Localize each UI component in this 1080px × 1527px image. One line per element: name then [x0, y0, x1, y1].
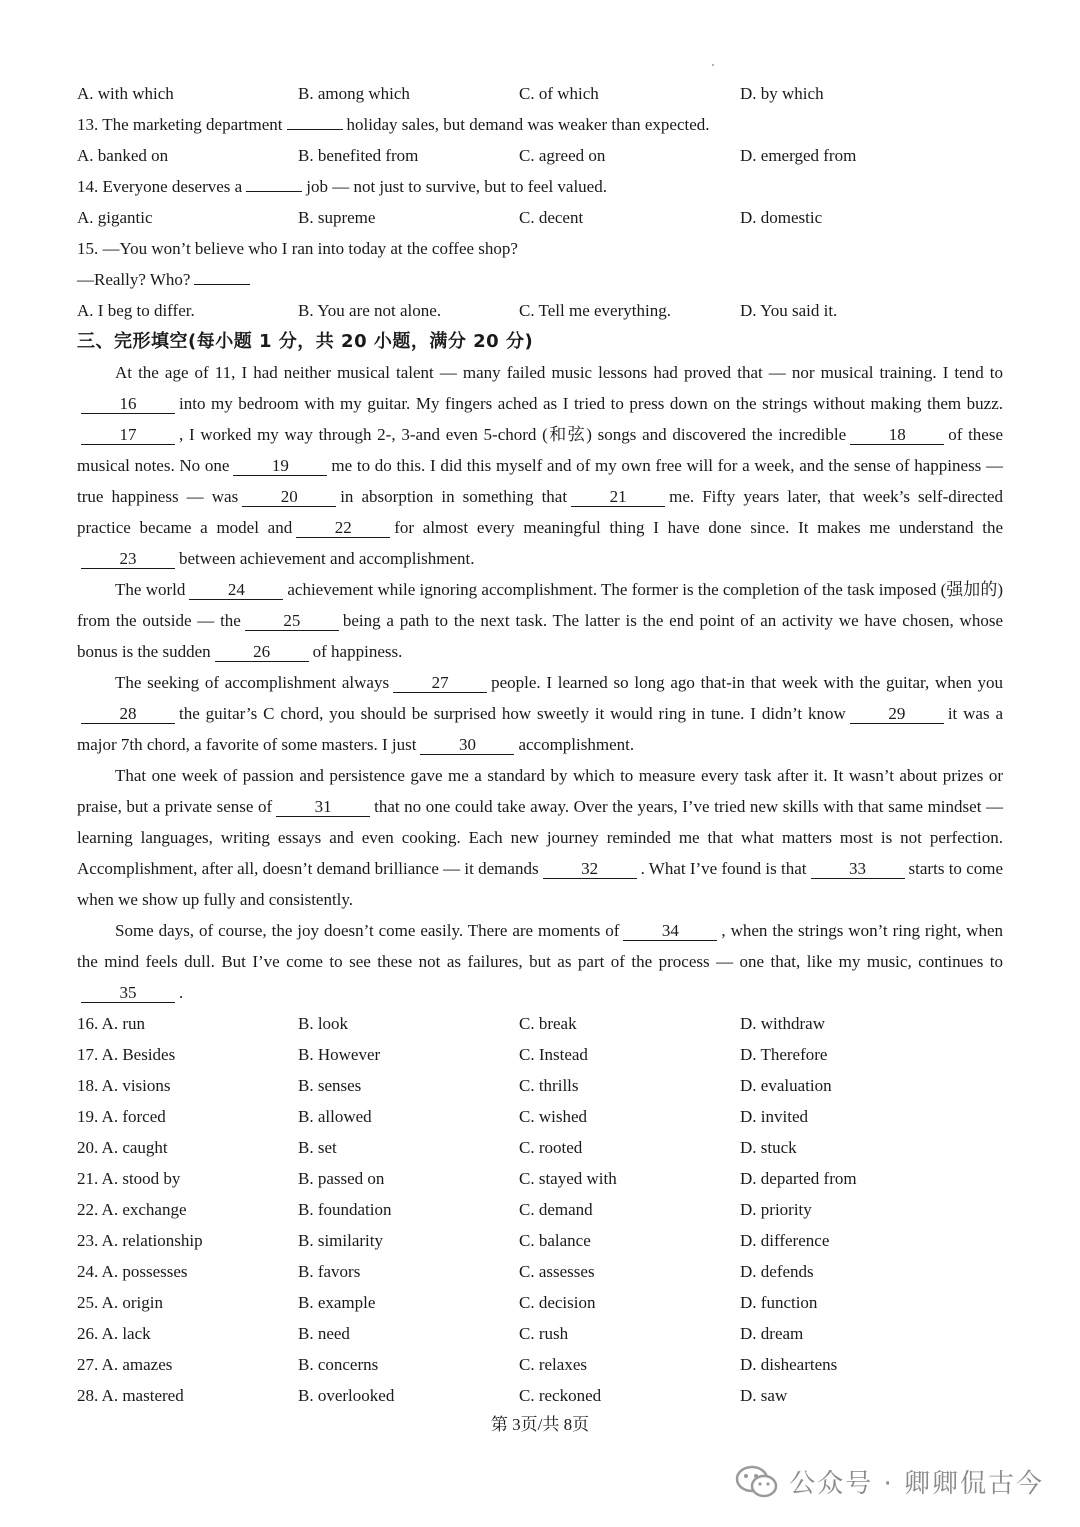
option: B. favors — [298, 1262, 361, 1281]
passage-text: , I worked my way through 2-, 3-and even 5-chord (和弦) songs and discovered the incredible — [179, 425, 847, 444]
option: D. evaluation — [740, 1076, 832, 1095]
blank-number: 22 — [296, 519, 390, 538]
option: B. You are not alone. — [298, 301, 442, 320]
option: D. invited — [740, 1107, 808, 1126]
blank-number: 19 — [233, 457, 327, 476]
option: C. assesses — [519, 1262, 595, 1281]
passage-text: me to do this. I did this myself and of my own free will for a week, and the sense of happiness — true happiness — was — [77, 456, 1003, 506]
option: A. banked on — [77, 146, 169, 165]
wechat-icon — [735, 1464, 779, 1500]
option: B. need — [298, 1324, 350, 1343]
option: D. You said it. — [740, 301, 838, 320]
option: C. agreed on — [519, 146, 606, 165]
passage-text: that no one could take away. Over the years, I’ve tried new skills with that same mindset — learning languages, writing essays and even cooking. Each new journey reminded me that what matters most is not perfection. Accomplishment, after all, doesn’t demand brilliance — it demands — [77, 797, 1003, 878]
option: C. stayed with — [519, 1169, 617, 1188]
blank-number: 24 — [189, 581, 283, 600]
option: B. similarity — [298, 1231, 383, 1250]
passage-text: of happiness. — [312, 642, 403, 661]
q15-reply — [77, 264, 1003, 295]
option-row — [77, 1318, 1003, 1349]
option-row — [77, 1380, 1003, 1411]
cloze-passage — [77, 357, 1003, 1008]
passage-text: of these musical notes. No one — [77, 425, 1004, 475]
option: D. domestic — [740, 208, 823, 227]
passage-text: for almost every meaningful thing I have done since. It makes me understand the — [394, 518, 1003, 537]
option: A. with which — [77, 84, 174, 103]
option: D. saw — [740, 1386, 788, 1405]
page-number: 第 3页/共 8页 — [490, 1415, 590, 1434]
option: 17. A. Besides — [77, 1045, 176, 1064]
watermark — [735, 1463, 1044, 1500]
option: 20. A. caught — [77, 1138, 168, 1157]
blank-number: 27 — [393, 674, 487, 693]
option: 26. A. lack — [77, 1324, 151, 1343]
passage-text: in absorption in something that — [340, 487, 568, 506]
option: D. stuck — [740, 1138, 797, 1157]
option: D. departed from — [740, 1169, 857, 1188]
option: D. priority — [740, 1200, 812, 1219]
option: C. wished — [519, 1107, 587, 1126]
option: D. disheartens — [740, 1355, 838, 1374]
passage-text: The seeking of accomplishment always — [115, 673, 390, 692]
option: B. example — [298, 1293, 376, 1312]
option-row — [77, 1287, 1003, 1318]
paragraph — [77, 915, 1003, 1008]
q14-stem — [77, 171, 1003, 202]
option: D. difference — [740, 1231, 830, 1250]
option: B. set — [298, 1138, 337, 1157]
blank-number: 35 — [81, 984, 175, 1003]
passage-text: . What I’ve found is that — [640, 859, 807, 878]
passage-text: That one week of passion and persistence gave me a standard by which to measure every task after it. It wasn’t about prizes or praise, but a private sense of — [77, 766, 1003, 816]
option: D. function — [740, 1293, 818, 1312]
option: 18. A. visions — [77, 1076, 171, 1095]
option: B. However — [298, 1045, 381, 1064]
answer-blank — [246, 175, 302, 192]
answer-blank — [194, 268, 250, 285]
option: C. rush — [519, 1324, 569, 1343]
option: C. decent — [519, 208, 584, 227]
option: B. allowed — [298, 1107, 372, 1126]
blank-number: 26 — [215, 643, 309, 662]
blank-number: 21 — [571, 488, 665, 507]
blank-number: 29 — [850, 705, 944, 724]
blank-number: 23 — [81, 550, 175, 569]
stem-text: holiday sales, but demand was weaker than expected. — [346, 115, 710, 134]
exam-page — [77, 78, 1003, 1411]
q14-options — [77, 202, 1003, 233]
stem-text: 13. The marketing department — [77, 115, 283, 134]
answer-blank — [287, 113, 343, 130]
option: C. of which — [519, 84, 599, 103]
watermark-text: 公众号 · 卿卿侃古今 — [789, 1469, 1044, 1499]
paragraph — [77, 760, 1003, 915]
paragraph — [77, 357, 1003, 574]
option: D. Therefore — [740, 1045, 828, 1064]
option: 25. A. origin — [77, 1293, 163, 1312]
option-row — [77, 1225, 1003, 1256]
blank-number: 25 — [245, 612, 339, 631]
option: D. by which — [740, 84, 824, 103]
option: C. rooted — [519, 1138, 583, 1157]
blank-number: 17 — [81, 426, 175, 445]
option: C. decision — [519, 1293, 596, 1312]
q13-stem — [77, 109, 1003, 140]
option: C. relaxes — [519, 1355, 587, 1374]
blank-number: 32 — [543, 860, 637, 879]
passage-text: At the age of 11, I had neither musical talent — many failed music lessons had proved that — nor musical training. I tend to — [115, 363, 1003, 382]
option: A. I beg to differ. — [77, 301, 195, 320]
option: C. balance — [519, 1231, 591, 1250]
blank-number: 31 — [276, 798, 370, 817]
option: C. demand — [519, 1200, 593, 1219]
option: C. Tell me everything. — [519, 301, 671, 320]
option-row — [77, 1163, 1003, 1194]
blank-number: 20 — [242, 488, 336, 507]
option: C. Instead — [519, 1045, 588, 1064]
option: 16. A. run — [77, 1014, 145, 1033]
option: D. defends — [740, 1262, 814, 1281]
option-row — [77, 1132, 1003, 1163]
option: D. dream — [740, 1324, 804, 1343]
option-row — [77, 1194, 1003, 1225]
option-row — [77, 1070, 1003, 1101]
option-row — [77, 1256, 1003, 1287]
blank-number: 18 — [850, 426, 944, 445]
option: B. look — [298, 1014, 349, 1033]
option: B. supreme — [298, 208, 376, 227]
passage-text: starts to come when we show up fully and consistently. — [77, 859, 1004, 909]
option: D. withdraw — [740, 1014, 825, 1033]
blank-number: 33 — [811, 860, 905, 879]
stem-text: 14. Everyone deserves a — [77, 177, 243, 196]
q12-options — [77, 78, 1003, 109]
passage-text: being a path to the next task. The latter is the end point of an activity we have chosen, whose bonus is the sudden — [77, 611, 1003, 661]
passage-text: achievement while ignoring accomplishment. The former is the completion of the task imposed (强加的) from the outside — the — [77, 580, 1003, 630]
option: B. passed on — [298, 1169, 385, 1188]
option: 27. A. amazes — [77, 1355, 173, 1374]
section-title: 三、完形填空(每小题 1 分，共 20 小题，满分 20 分) — [77, 331, 534, 352]
option: 23. A. relationship — [77, 1231, 203, 1250]
scan-speck — [712, 64, 714, 66]
passage-text: . — [179, 983, 184, 1002]
option: 22. A. exchange — [77, 1200, 187, 1219]
option: B. overlooked — [298, 1386, 395, 1405]
q13-options — [77, 140, 1003, 171]
passage-text: people. I learned so long ago that-in that week with the guitar, when you — [491, 673, 1004, 692]
blank-number: 34 — [623, 922, 717, 941]
option: D. emerged from — [740, 146, 857, 165]
passage-text: the guitar’s C chord, you should be surprised how sweetly it would ring in tune. I didn’t know — [179, 704, 846, 723]
passage-text: accomplishment. — [518, 735, 635, 754]
blank-number: 30 — [420, 736, 514, 755]
option-row — [77, 1039, 1003, 1070]
passage-text: me. Fifty years later, that week’s self-directed practice became a model and — [77, 487, 1003, 537]
blank-number: 16 — [81, 395, 175, 414]
stem-text: —Really? Who? — [77, 270, 191, 289]
option-row — [77, 1101, 1003, 1132]
option: 28. A. mastered — [77, 1386, 184, 1405]
blank-number: 28 — [81, 705, 175, 724]
passage-text: it was a major 7th chord, a favorite of some masters. I just — [77, 704, 1003, 754]
q15-options — [77, 295, 1003, 326]
passage-text: Some days, of course, the joy doesn’t come easily. There are moments of — [115, 921, 620, 940]
option: 19. A. forced — [77, 1107, 166, 1126]
option-row — [77, 1008, 1003, 1039]
option: C. reckoned — [519, 1386, 602, 1405]
passage-text: , when the strings won’t ring right, when the mind feels dull. But I’ve come to see these not as failures, but as part of the process — one that, like my music, continues to — [77, 921, 1003, 971]
passage-text: between achievement and accomplishment. — [179, 549, 475, 568]
option: C. thrills — [519, 1076, 579, 1095]
option: 24. A. possesses — [77, 1262, 188, 1281]
option-row — [77, 1349, 1003, 1380]
option: B. benefited from — [298, 146, 419, 165]
stem-text: job — not just to survive, but to feel valued. — [306, 177, 607, 196]
option: 21. A. stood by — [77, 1169, 181, 1188]
paragraph — [77, 574, 1003, 667]
paragraph — [77, 667, 1003, 760]
option: B. senses — [298, 1076, 362, 1095]
q15-stem: 15. —You won’t believe who I ran into today at the coffee shop? — [77, 239, 518, 258]
cloze-options — [77, 1008, 1003, 1411]
passage-text: The world — [115, 580, 186, 599]
option: C. break — [519, 1014, 577, 1033]
option: A. gigantic — [77, 208, 153, 227]
option: B. foundation — [298, 1200, 392, 1219]
passage-text: into my bedroom with my guitar. My fingers ached as I tried to press down on the strings without making them buzz. — [179, 394, 1003, 413]
option: B. among which — [298, 84, 410, 103]
option: B. concerns — [298, 1355, 379, 1374]
